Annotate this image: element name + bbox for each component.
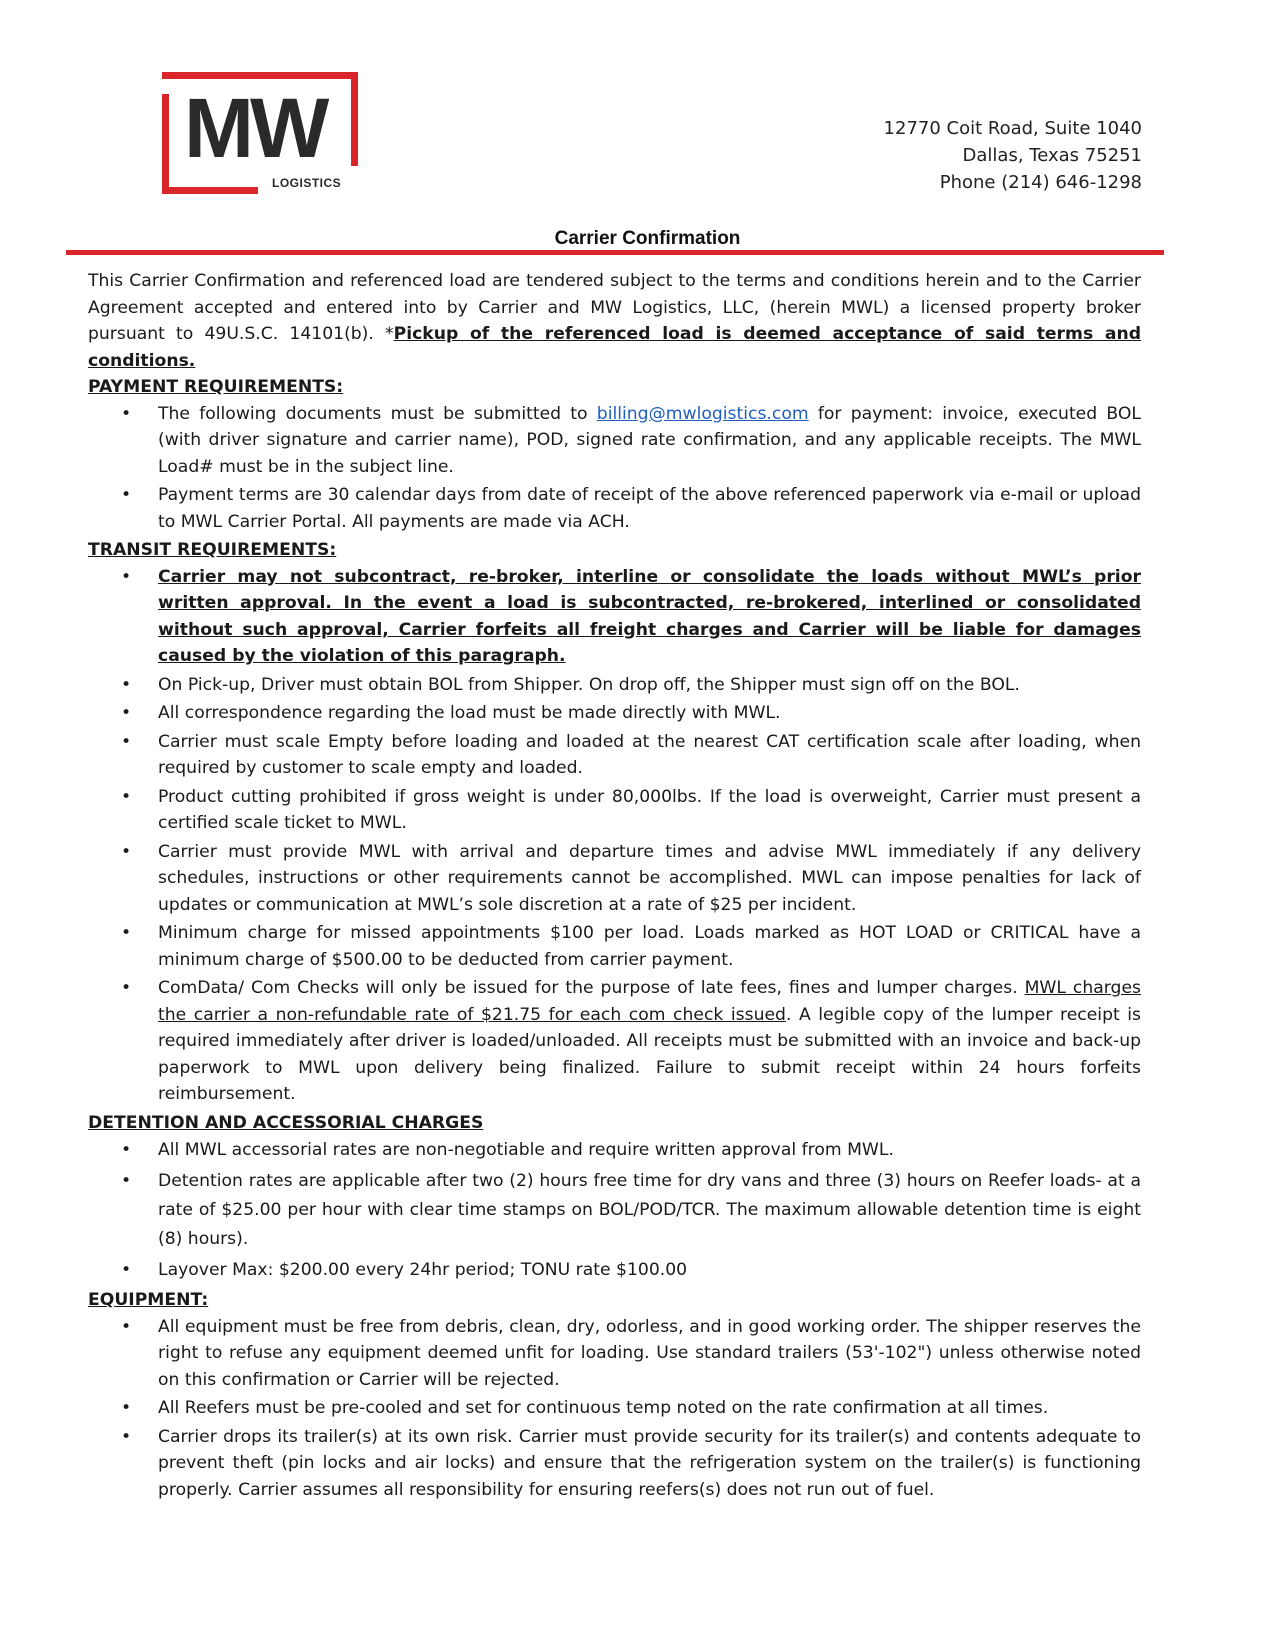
list-item — [88, 672, 1141, 699]
list-item-text: All equipment must be free from debris, clean, dry, odorless, and in good working order. The shipper reserves the right to refuse any equipment deemed unfit for loading. Use standard trailers (53'-102") unless otherwise noted on this confirmation or Carrier will be rejected. — [158, 1316, 1141, 1390]
logo-frame-left — [162, 94, 169, 194]
document-body — [88, 268, 1141, 1505]
transit-list — [88, 564, 1141, 1108]
list-item-text: for payment: invoice, executed BOL (with driver signature and carrier name), POD, signed rate confirmation, and any applicable receipts. The MWL Load# must be in the subject line. — [158, 403, 1141, 477]
address-street: 12770 Coit Road, Suite 1040 — [883, 118, 1142, 139]
list-item-text: ComData/ Com Checks will only be issued for the purpose of late fees, fines and lumper charges. — [158, 978, 1025, 998]
list-item-text: All MWL accessorial rates are non-negotiable and require written approval from MWL. — [158, 1140, 894, 1160]
bullet-icon: • — [121, 566, 132, 587]
intro-text: This Carrier Confirmation and referenced load are tendered subject to the terms and conditions herein and to the Carrier Agreement accepted and entered into by Carrier and MW Logistics, LLC, (herein MWL) a licensed property broker pursuant to 49U.S.C. 14101(b). * — [88, 271, 1141, 344]
logo-mark: MW — [184, 81, 326, 175]
list-item — [88, 975, 1141, 1108]
bullet-icon: • — [121, 674, 132, 695]
intro-paragraph — [88, 268, 1141, 374]
logo-frame-bottom — [162, 187, 258, 194]
bullet-icon: • — [121, 1171, 132, 1191]
bullet-icon: • — [121, 403, 132, 424]
list-item — [88, 564, 1141, 670]
list-item — [88, 1395, 1141, 1422]
comcheck-fee-text: MWL charges the carrier a non-refundable rate of $21.75 for each com check issued — [158, 978, 1141, 1025]
list-item-text: Carrier must scale Empty before loading and loaded at the nearest CAT certification scale after loading, when required by customer to scale empty and loaded. — [158, 731, 1141, 778]
bullet-icon: • — [121, 1398, 132, 1418]
list-item-text: Carrier may not subcontract, re-broker, interline or consolidate the loads without MWL’s prior written approval. In the event a load is subcontracted, re-brokered, interlined or consolidated without such approval, Carrier forfeits all freight charges and Carrier will be liable for damages caused by the violation of this paragraph. — [158, 566, 1141, 666]
list-item — [88, 729, 1141, 782]
list-item — [88, 839, 1141, 919]
bullet-icon: • — [121, 485, 132, 505]
list-item-text: On Pick-up, Driver must obtain BOL from Shipper. On drop off, the Shipper must sign off on the BOL. — [158, 674, 1020, 695]
logo-frame-top — [162, 72, 358, 79]
list-item — [88, 482, 1141, 535]
list-item-text: Carrier drops its trailer(s) at its own risk. Carrier must provide security for its trailer(s) and contents adequate to prevent theft (pin locks and air locks) and ensure that the refrigeration system on the trailer(s) is functioning properly. Carrier assumes all responsibility for ensuring reefers(s) does not run out of fuel. — [158, 1426, 1141, 1500]
title-divider — [66, 250, 1164, 255]
list-item-text: Layover Max: $200.00 every 24hr period; TONU rate $100.00 — [158, 1260, 688, 1280]
bullet-icon: • — [121, 841, 132, 862]
list-item — [88, 784, 1141, 837]
list-item — [88, 401, 1141, 481]
logo-subtitle: LOGISTICS — [272, 176, 342, 190]
bullet-icon: • — [121, 1426, 132, 1447]
bullet-icon: • — [121, 786, 132, 807]
list-item — [88, 1256, 1141, 1285]
equipment-list — [88, 1314, 1141, 1504]
company-logo — [162, 72, 358, 200]
address-phone: Phone (214) 646-1298 — [939, 172, 1142, 193]
list-item — [88, 920, 1141, 973]
company-address — [884, 115, 1142, 196]
list-item — [88, 1167, 1141, 1254]
billing-email-link[interactable]: billing@mwlogistics.com — [596, 403, 809, 424]
detention-heading: DETENTION AND ACCESSORIAL CHARGES — [88, 1112, 484, 1133]
list-item-text: Carrier must provide MWL with arrival and departure times and advise MWL immediately if any delivery schedules, instructions or other requirements cannot be accomplished. MWL can impose penalties for lack of updates or communication at MWL’s sole discretion at a rate of $25 per incident. — [158, 841, 1141, 915]
list-item — [88, 1136, 1141, 1165]
bullet-icon: • — [121, 703, 132, 723]
bullet-icon: • — [121, 1260, 132, 1280]
payment-heading: PAYMENT REQUIREMENTS: — [88, 377, 344, 397]
list-item-text: . A legible copy of the lumper receipt is required immediately after driver is loaded/unloaded. All receipts must be submitted with an invoice and back-up paperwork to MWL upon delivery being finalized. Failure to submit receipt within 24 hours forfeits reimbursement. — [158, 1004, 1141, 1104]
transit-heading: TRANSIT REQUIREMENTS: — [88, 540, 337, 560]
list-item-text: Detention rates are applicable after two (2) hours free time for dry vans and three (3) hours on Reefer loads- at a rate of $25.00 per hour with clear time stamps on BOL/POD/TCR. The maximum allowable detention time is eight (8) hours). — [158, 1171, 1141, 1249]
logo-frame-right — [351, 72, 358, 166]
list-item-text: Minimum charge for missed appointments $100 per load. Loads marked as HOT LOAD or CRITICAL have a minimum charge of $500.00 to be deducted from carrier payment. — [158, 923, 1141, 970]
bullet-icon: • — [121, 923, 132, 943]
list-item-text: Product cutting prohibited if gross weight is under 80,000lbs. If the load is overweight, Carrier must present a certified scale ticket to MWL. — [158, 786, 1141, 833]
address-city: Dallas, Texas 75251 — [962, 145, 1142, 166]
bullet-icon: • — [121, 978, 132, 998]
bullet-icon: • — [121, 731, 132, 752]
payment-list — [88, 401, 1141, 536]
list-item — [88, 700, 1141, 727]
bullet-icon: • — [121, 1140, 132, 1160]
list-item-text: All Reefers must be pre-cooled and set for continuous temp noted on the rate confirmation at all times. — [158, 1398, 1049, 1418]
bullet-icon: • — [121, 1316, 132, 1337]
detention-list — [88, 1136, 1141, 1285]
intro-emphasis: Pickup of the referenced load is deemed acceptance of said terms and conditions. — [88, 324, 1142, 371]
list-item — [88, 1314, 1141, 1394]
list-item-text: The following documents must be submitted to — [158, 403, 597, 424]
document-title: Carrier Confirmation — [554, 228, 741, 249]
list-item-text: Payment terms are 30 calendar days from date of receipt of the above referenced paperwork via e-mail or upload to MWL Carrier Portal. All payments are made via ACH. — [158, 485, 1141, 532]
equipment-heading: EQUIPMENT: — [88, 1290, 209, 1310]
list-item-text: All correspondence regarding the load must be made directly with MWL. — [158, 703, 781, 723]
list-item — [88, 1424, 1141, 1504]
